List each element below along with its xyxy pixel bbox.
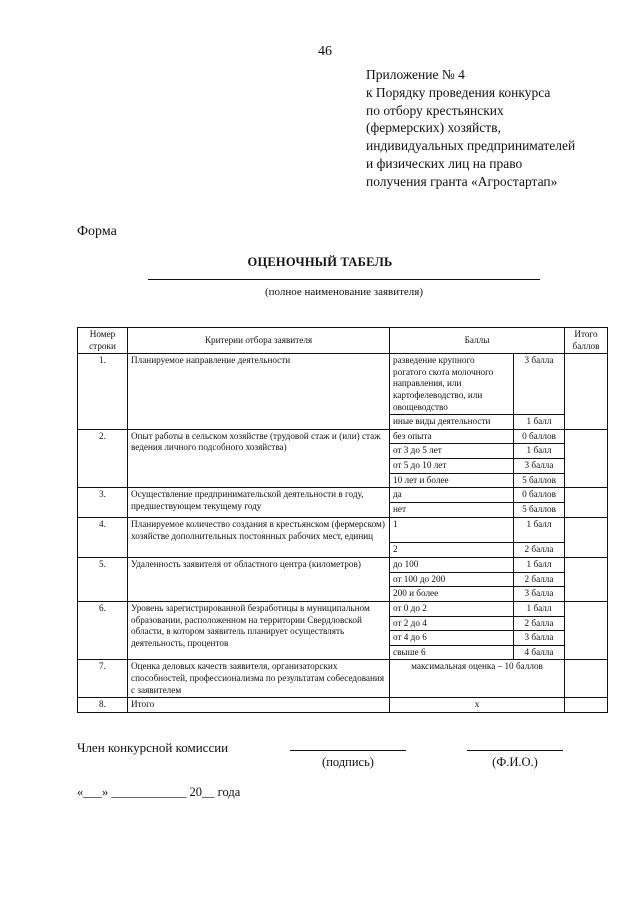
annex-line: по отбору крестьянских [366, 102, 504, 118]
total-cell[interactable] [565, 354, 608, 430]
criterion-cell: Опыт работы в сельском хозяйстве (трудовой стаж и (или) стаж ведения личного подсобного хозяйства) [128, 429, 390, 487]
merged-points-cell: максимальная оценка – 10 баллов [390, 660, 565, 698]
row-number: 6. [78, 601, 128, 659]
points-cell: 3 балла [514, 458, 565, 473]
total-cell[interactable] [565, 698, 608, 713]
header-num: Номер строки [78, 328, 128, 354]
form-label: Форма [77, 224, 117, 239]
criterion-cell: Итого [128, 698, 390, 713]
fio-line[interactable] [467, 750, 563, 751]
option-cell: свыше 6 [390, 645, 514, 660]
annex-line: (фермерских) хозяйств, [366, 120, 501, 136]
criterion-cell: Удаленность заявителя от областного центра (километров) [128, 558, 390, 602]
annex-line: Приложение № 4 [366, 67, 465, 82]
points-cell: 0 баллов [514, 429, 565, 444]
row-number: 4. [78, 518, 128, 558]
option-cell: от 3 до 5 лет [390, 444, 514, 459]
option-cell: от 2 до 4 [390, 616, 514, 631]
option-cell: разведение крупного рогатого скота молочного направления, или картофелеводство, или овощеводство [390, 354, 514, 415]
option-cell: от 100 до 200 [390, 572, 514, 587]
criterion-cell: Оценка деловых качеств заявителя, организаторских способностей, профессионализма по результатам собеседования с заявителем [128, 660, 390, 698]
option-cell: до 100 [390, 558, 514, 573]
points-cell: 3 балла [514, 354, 565, 415]
annex-block [366, 66, 634, 191]
points-cell: 1 балл [514, 601, 565, 616]
row-number: 2. [78, 429, 128, 487]
fio-caption: (Ф.И.О.) [492, 755, 538, 769]
merged-points-cell: x [390, 698, 565, 713]
points-cell: 1 балл [514, 518, 565, 543]
option-cell: от 5 до 10 лет [390, 458, 514, 473]
table-header-row [78, 328, 608, 354]
applicant-name-caption: (полное наименование заявителя) [264, 286, 424, 298]
total-cell[interactable] [565, 429, 608, 487]
criterion-cell: Осуществление предпринимательской деятельности в году, предшествующем текущему году [128, 488, 390, 518]
points-cell: 3 балла [514, 587, 565, 602]
option-cell: от 4 до 6 [390, 631, 514, 646]
option-cell: нет [390, 503, 514, 518]
points-cell: 2 балла [514, 572, 565, 587]
points-cell: 1 балл [514, 444, 565, 459]
points-cell: 4 балла [514, 645, 565, 660]
commission-member-label: Член конкурсной комиссии [77, 740, 229, 755]
option-cell: да [390, 488, 514, 503]
annex-line: индивидуальных предпринимателей [366, 138, 576, 154]
score-table [77, 327, 608, 713]
points-cell: 5 баллов [514, 503, 565, 518]
points-cell: 2 балла [514, 543, 565, 558]
signature-line[interactable] [290, 750, 406, 751]
row-number: 8. [78, 698, 128, 713]
points-cell: 2 балла [514, 616, 565, 631]
annex-line: получения гранта «Агростартап» [366, 173, 558, 189]
table-row [78, 488, 608, 503]
row-number: 5. [78, 558, 128, 602]
option-cell: без опыта [390, 429, 514, 444]
criterion-cell: Уровень зарегистрированной безработицы в муниципальном образовании, расположенном на территории Свердловской области, в котором заявитель планирует осуществлять деятельность, процентов [128, 601, 390, 659]
header-criteria: Критерии отбора заявителя [128, 328, 390, 354]
option-cell: 2 [390, 543, 514, 558]
header-total: Итого баллов [565, 328, 608, 354]
criterion-cell: Планируемое направление деятельности [128, 354, 390, 430]
document-title: ОЦЕНОЧНЫЙ ТАБЕЛЬ [247, 255, 393, 269]
total-cell[interactable] [565, 601, 608, 659]
option-cell: 1 [390, 518, 514, 543]
table-row [78, 354, 608, 415]
applicant-name-line [148, 279, 540, 280]
date-line: «___» ____________ 20__ года [77, 785, 241, 799]
signature-caption: (подпись) [322, 755, 374, 769]
total-cell[interactable] [565, 488, 608, 518]
table-row [78, 518, 608, 543]
header-points: Баллы [390, 328, 565, 354]
option-cell: 200 и более [390, 587, 514, 602]
points-cell: 1 балл [514, 558, 565, 573]
option-cell: иные виды деятельности [390, 415, 514, 430]
option-cell: от 0 до 2 [390, 601, 514, 616]
table-row [78, 660, 608, 698]
row-number: 1. [78, 354, 128, 430]
table-row [78, 601, 608, 616]
row-number: 7. [78, 660, 128, 698]
table-row [78, 429, 608, 444]
option-cell: 10 лет и более [390, 473, 514, 488]
total-cell[interactable] [565, 660, 608, 698]
table-row [78, 698, 608, 713]
annex-line: к Порядку проведения конкурса [366, 84, 551, 100]
total-cell[interactable] [565, 558, 608, 602]
table-row [78, 558, 608, 573]
annex-line: и физических лиц на право [366, 155, 523, 171]
points-cell: 3 балла [514, 631, 565, 646]
total-cell[interactable] [565, 518, 608, 558]
points-cell: 1 балл [514, 415, 565, 430]
page-number: 46 [318, 44, 332, 59]
row-number: 3. [78, 488, 128, 518]
criterion-cell: Планируемое количество создания в крестьянском (фермерском) хозяйстве дополнительных постоянных рабочих мест, единиц [128, 518, 390, 558]
points-cell: 0 баллов [514, 488, 565, 503]
points-cell: 5 баллов [514, 473, 565, 488]
